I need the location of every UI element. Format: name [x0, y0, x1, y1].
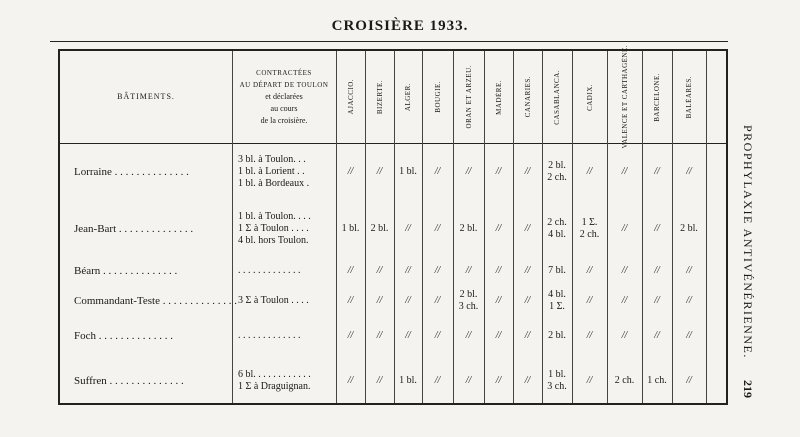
port-cell [607, 318, 642, 354]
port-cell [365, 145, 394, 199]
contracted-entry: 1 Σ à Toulon . . . . [238, 222, 309, 234]
port-value: // [586, 375, 593, 386]
ship-label: Commandant-Teste . . . . . . . . . . . . . . [74, 295, 237, 307]
port-value: // [686, 166, 692, 177]
port-value: // [686, 375, 692, 386]
port-cell [394, 318, 422, 354]
port-cell [484, 318, 513, 354]
header-port-label: VALENCE ET CARTHAGÈNE. [620, 45, 629, 149]
header-port [394, 51, 422, 143]
port-cell [336, 258, 365, 284]
contracted-cell [232, 318, 336, 354]
data-table [58, 45, 728, 405]
port-cell [572, 358, 607, 404]
port-value: 1 Σ. [549, 301, 565, 312]
port-value: // [621, 166, 628, 177]
side-title: PROPHYLAXIE ANTIVÉNÉRIENNE. [741, 125, 755, 359]
port-cell [422, 288, 453, 314]
ship-name [60, 358, 232, 404]
port-value: // [495, 375, 502, 386]
port-cell [642, 358, 672, 404]
header-contracted-line: au cours [270, 104, 298, 113]
port-value: 4 bl. [548, 289, 566, 300]
page-title: CROISIÈRE 1933. [331, 18, 469, 34]
port-value: // [654, 265, 660, 276]
port-value: // [524, 222, 531, 234]
port-cell [365, 258, 394, 284]
port-value: 2 ch. [614, 375, 635, 386]
ship-name [60, 145, 232, 199]
port-cell [336, 288, 365, 314]
port-value: 1 bl. [341, 222, 360, 234]
port-cell [642, 288, 672, 314]
port-value: 3 ch. [547, 381, 567, 392]
header-contracted [232, 51, 336, 143]
port-value: // [495, 166, 502, 177]
port-cell [484, 358, 513, 404]
port-value: // [465, 265, 472, 276]
port-cell [394, 288, 422, 314]
port-cell [542, 318, 572, 354]
port-cell [607, 203, 642, 254]
header-port [422, 51, 453, 143]
port-cell [336, 358, 365, 404]
port-cell [453, 203, 484, 254]
contracted-entry: . . . . . . . . . . . . . [238, 330, 301, 341]
header-port [365, 51, 394, 143]
port-value: 2 bl. [459, 289, 478, 300]
port-value: // [347, 166, 354, 177]
contracted-cell [232, 145, 336, 199]
port-cell [572, 288, 607, 314]
port-value: 2 bl. [370, 222, 389, 234]
port-cell [672, 203, 706, 254]
header-port-label: CASABLANCA. [553, 69, 561, 125]
port-value: // [495, 295, 502, 306]
port-cell [336, 318, 365, 354]
port-value: 2 bl. [459, 222, 478, 234]
port-value: // [586, 330, 593, 341]
port-cell [453, 258, 484, 284]
contracted-entry: 1 bl. à Lorient . . [238, 166, 305, 177]
header-port [672, 51, 706, 143]
ship-name [60, 203, 232, 254]
port-value: // [376, 265, 383, 276]
port-cell [572, 203, 607, 254]
port-cell [394, 145, 422, 199]
port-cell [572, 258, 607, 284]
header-port [607, 45, 642, 149]
port-cell [394, 258, 422, 284]
contracted-entry: 3 Σ à Toulon . . . . [238, 295, 309, 306]
header-contracted-line: CONTRACTÉES [256, 69, 312, 77]
port-cell [542, 358, 572, 404]
port-value: // [434, 265, 441, 276]
port-value: 2 bl. [680, 222, 698, 234]
port-value: // [376, 375, 383, 386]
port-value: 1 bl. [399, 166, 417, 177]
header-ships [60, 51, 232, 143]
port-cell [453, 358, 484, 404]
contracted-cell [232, 203, 336, 254]
port-cell [336, 203, 365, 254]
contracted-cell [232, 358, 336, 404]
header-port [642, 51, 672, 143]
port-cell [542, 258, 572, 284]
contracted-cell [232, 258, 336, 284]
port-value: // [434, 166, 441, 177]
port-value: // [347, 265, 354, 276]
port-cell [513, 318, 542, 354]
port-cell [572, 145, 607, 199]
header-contracted-line: de la croisière. [260, 116, 308, 125]
port-value: 2 bl. [548, 160, 566, 171]
port-value: 1 ch. [647, 375, 667, 386]
header-port-label: BARCELONE. [653, 72, 661, 122]
port-cell [672, 145, 706, 199]
ship-label: Lorraine . . . . . . . . . . . . . . [74, 166, 189, 178]
port-value: // [405, 295, 411, 306]
port-cell [422, 203, 453, 254]
port-value: 4 bl. [548, 228, 566, 240]
port-value: 2 ch. [547, 172, 567, 183]
port-value: // [495, 330, 502, 341]
port-value: 3 ch. [458, 301, 479, 312]
port-cell [513, 288, 542, 314]
port-value: // [654, 222, 660, 234]
port-cell [642, 203, 672, 254]
port-value: // [686, 295, 692, 306]
port-value: // [465, 166, 472, 177]
header-port [484, 51, 513, 143]
port-cell [484, 203, 513, 254]
port-value: 7 bl. [548, 265, 566, 276]
port-value: // [347, 295, 354, 306]
port-cell [484, 258, 513, 284]
header-port-label: BIZERTE. [375, 79, 384, 115]
header-port-label: ORAN ET ARZEU. [464, 65, 473, 129]
port-cell [422, 258, 453, 284]
port-cell [422, 318, 453, 354]
port-value: // [465, 330, 472, 341]
port-value: // [524, 265, 531, 276]
port-value: // [586, 166, 593, 177]
port-cell [542, 288, 572, 314]
header-port [336, 51, 365, 143]
contracted-entry: 1 bl. à Toulon. . . . [238, 210, 311, 222]
port-value: // [434, 295, 441, 306]
port-value: // [621, 330, 628, 341]
port-cell [365, 203, 394, 254]
contracted-entry: 1 Σ à Draguignan. [238, 381, 311, 392]
port-value: // [621, 222, 628, 234]
port-value: // [654, 166, 660, 177]
header-port [513, 51, 542, 143]
port-cell [484, 145, 513, 199]
ship-name [60, 258, 232, 284]
port-value: // [347, 330, 354, 341]
title-rule [50, 41, 728, 42]
port-cell [365, 288, 394, 314]
port-cell [453, 145, 484, 199]
port-value: // [465, 375, 472, 386]
port-cell [607, 358, 642, 404]
port-cell [672, 288, 706, 314]
port-cell [453, 318, 484, 354]
header-port [572, 51, 607, 143]
port-cell [365, 358, 394, 404]
contracted-entry: 1 bl. à Bordeaux . [238, 178, 310, 189]
port-value: 1 Σ. [581, 216, 598, 228]
header-port [542, 51, 572, 143]
port-value: // [376, 166, 383, 177]
port-cell [365, 318, 394, 354]
ship-label: Suffren . . . . . . . . . . . . . . [74, 375, 184, 387]
port-cell [513, 358, 542, 404]
port-value: // [621, 295, 628, 306]
port-value: // [524, 295, 531, 306]
page-number: 219 [741, 380, 755, 398]
port-value: 1 bl. [399, 375, 417, 386]
column-rule [706, 51, 707, 403]
header-port-label: ALGER. [404, 82, 412, 112]
port-cell [513, 203, 542, 254]
port-cell [642, 145, 672, 199]
port-value: // [586, 265, 593, 276]
header-port-label: MADÈRE. [494, 79, 503, 115]
ship-name [60, 318, 232, 354]
port-value: // [347, 375, 354, 386]
port-value: // [495, 265, 502, 276]
port-cell [572, 318, 607, 354]
contracted-cell [232, 288, 336, 314]
port-cell [513, 145, 542, 199]
port-value: // [434, 375, 441, 386]
port-value: // [495, 222, 502, 234]
ship-label: Foch . . . . . . . . . . . . . . [74, 330, 173, 342]
port-cell [607, 145, 642, 199]
port-cell [672, 258, 706, 284]
contracted-entry: 6 bl. . . . . . . . . . . . [238, 369, 311, 380]
port-value: // [376, 330, 383, 341]
port-cell [484, 288, 513, 314]
port-cell [642, 318, 672, 354]
header-port-label: CANARIES. [523, 76, 532, 118]
port-cell [453, 288, 484, 314]
port-value: // [686, 330, 692, 341]
port-value: // [405, 330, 411, 341]
port-value: // [586, 295, 593, 306]
port-value: // [376, 295, 383, 306]
ship-label: Béarn . . . . . . . . . . . . . . [74, 265, 178, 277]
port-value: // [621, 265, 628, 276]
port-value: 1 bl. [548, 369, 566, 380]
header-port [453, 51, 484, 143]
port-cell [422, 145, 453, 199]
port-value: 2 ch. [579, 228, 600, 240]
port-value: 2 bl. [548, 330, 566, 341]
port-value: // [434, 330, 441, 341]
port-value: // [654, 330, 660, 341]
port-cell [542, 145, 572, 199]
contracted-entry: . . . . . . . . . . . . . [238, 265, 301, 276]
port-value: // [524, 330, 531, 341]
port-value: // [686, 265, 692, 276]
port-cell [336, 145, 365, 199]
port-cell [607, 258, 642, 284]
header-port-label: CADIX. [585, 83, 594, 111]
header-port-label: BOUGIE. [433, 81, 442, 113]
port-cell [672, 318, 706, 354]
port-cell [394, 358, 422, 404]
header-port-label: AJACCIO. [346, 79, 355, 115]
header-ships-label: BÂTIMENTS. [117, 92, 175, 101]
header-contracted-line: AU DÉPART DE TOULON [239, 81, 329, 89]
header-contracted-line: et déclarées [265, 92, 303, 101]
port-cell [513, 258, 542, 284]
port-cell [642, 258, 672, 284]
port-value: // [654, 295, 660, 306]
port-value: // [434, 222, 441, 234]
contracted-entry: 4 bl. hors Toulon. [238, 234, 309, 246]
port-cell [542, 203, 572, 254]
contracted-entry: 3 bl. à Toulon. . . [238, 154, 306, 165]
port-cell [394, 203, 422, 254]
port-value: 2 ch. [547, 216, 567, 228]
port-cell [422, 358, 453, 404]
port-value: // [524, 375, 531, 386]
port-value: // [405, 222, 411, 234]
port-value: // [524, 166, 531, 177]
port-cell [672, 358, 706, 404]
port-value: // [405, 265, 411, 276]
header-port-label: BALÉARES. [685, 75, 693, 119]
ship-name [60, 288, 237, 314]
ship-label: Jean-Bart . . . . . . . . . . . . . . [74, 222, 194, 235]
port-cell [607, 288, 642, 314]
